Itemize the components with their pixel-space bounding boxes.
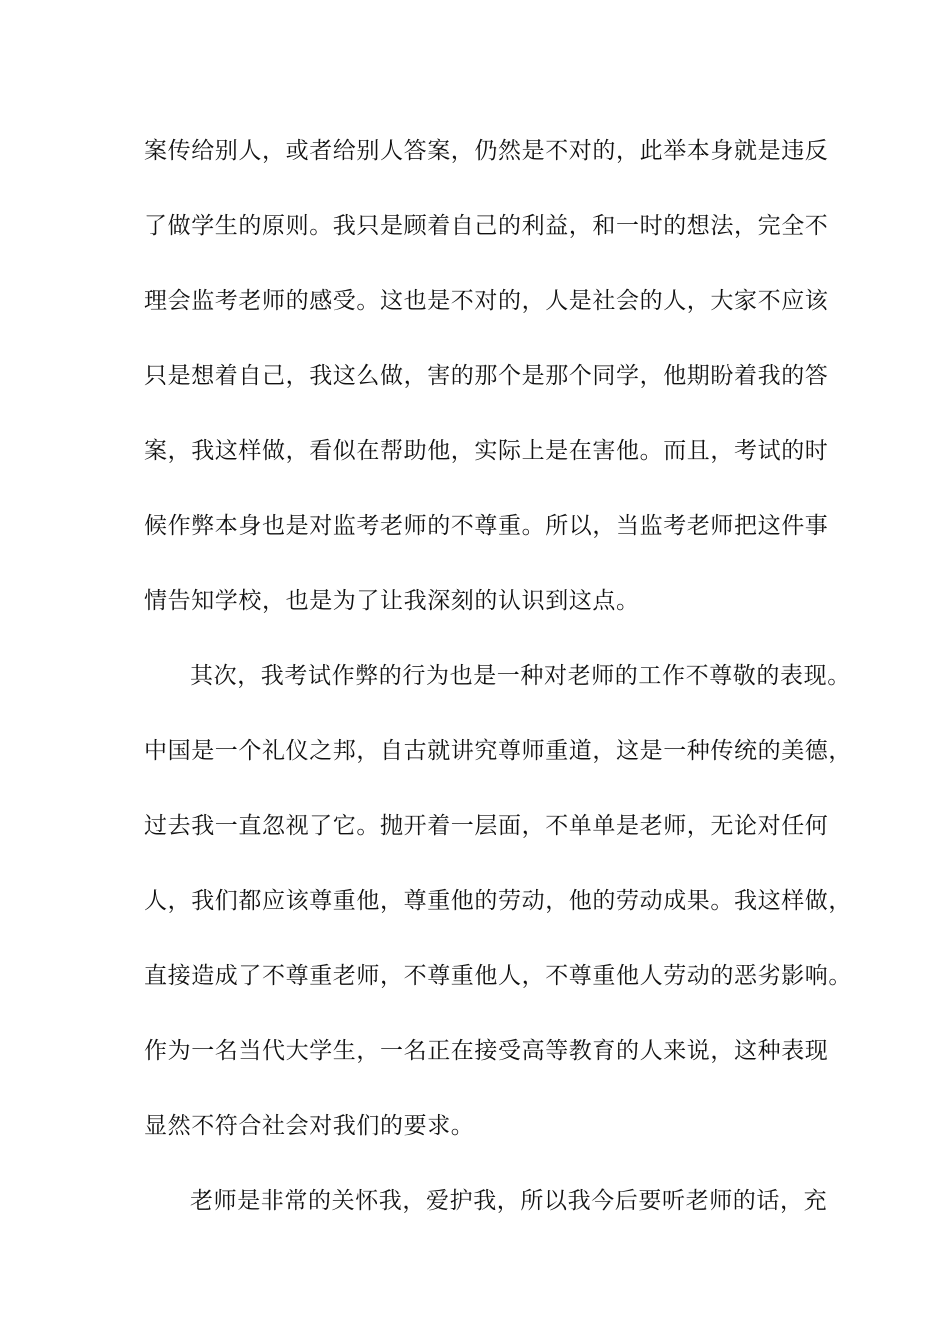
paragraph-first-line: 其次，我考试作弊的行为也是一种对老师的工作不尊敬的表现。 bbox=[190, 663, 851, 689]
text-line: 案，我这样做，看似在帮助他，实际上是在害他。而且，考试的时 bbox=[144, 438, 829, 464]
text-line: 显然不符合社会对我们的要求。 bbox=[144, 1113, 475, 1139]
text-line: 人，我们都应该尊重他，尊重他的劳动，他的劳动成果。我这样做， bbox=[144, 888, 852, 914]
text-line: 理会监考老师的感受。这也是不对的，人是社会的人，大家不应该 bbox=[144, 288, 829, 314]
text-line: 直接造成了不尊重老师，不尊重他人，不尊重他人劳动的恶劣影响。 bbox=[144, 963, 852, 989]
text-line: 情告知学校，也是为了让我深刻的认识到这点。 bbox=[144, 588, 640, 614]
paragraph-first-line: 老师是非常的关怀我，爱护我，所以我今后要听老师的话，充 bbox=[190, 1188, 828, 1214]
text-line: 只是想着自己，我这么做，害的那个是那个同学，他期盼着我的答 bbox=[144, 363, 829, 389]
text-line: 过去我一直忽视了它。抛开着一层面，不单单是老师，无论对任何 bbox=[144, 813, 829, 839]
text-line: 候作弊本身也是对监考老师的不尊重。所以，当监考老师把这件事 bbox=[144, 513, 829, 539]
text-line: 案传给别人，或者给别人答案，仍然是不对的，此举本身就是违反 bbox=[144, 138, 829, 164]
text-line: 了做学生的原则。我只是顾着自己的利益，和一时的想法，完全不 bbox=[144, 213, 829, 239]
text-line: 中国是一个礼仪之邦，自古就讲究尊师重道，这是一种传统的美德， bbox=[144, 738, 852, 764]
text-line: 作为一名当代大学生，一名正在接受高等教育的人来说，这种表现 bbox=[144, 1038, 829, 1064]
